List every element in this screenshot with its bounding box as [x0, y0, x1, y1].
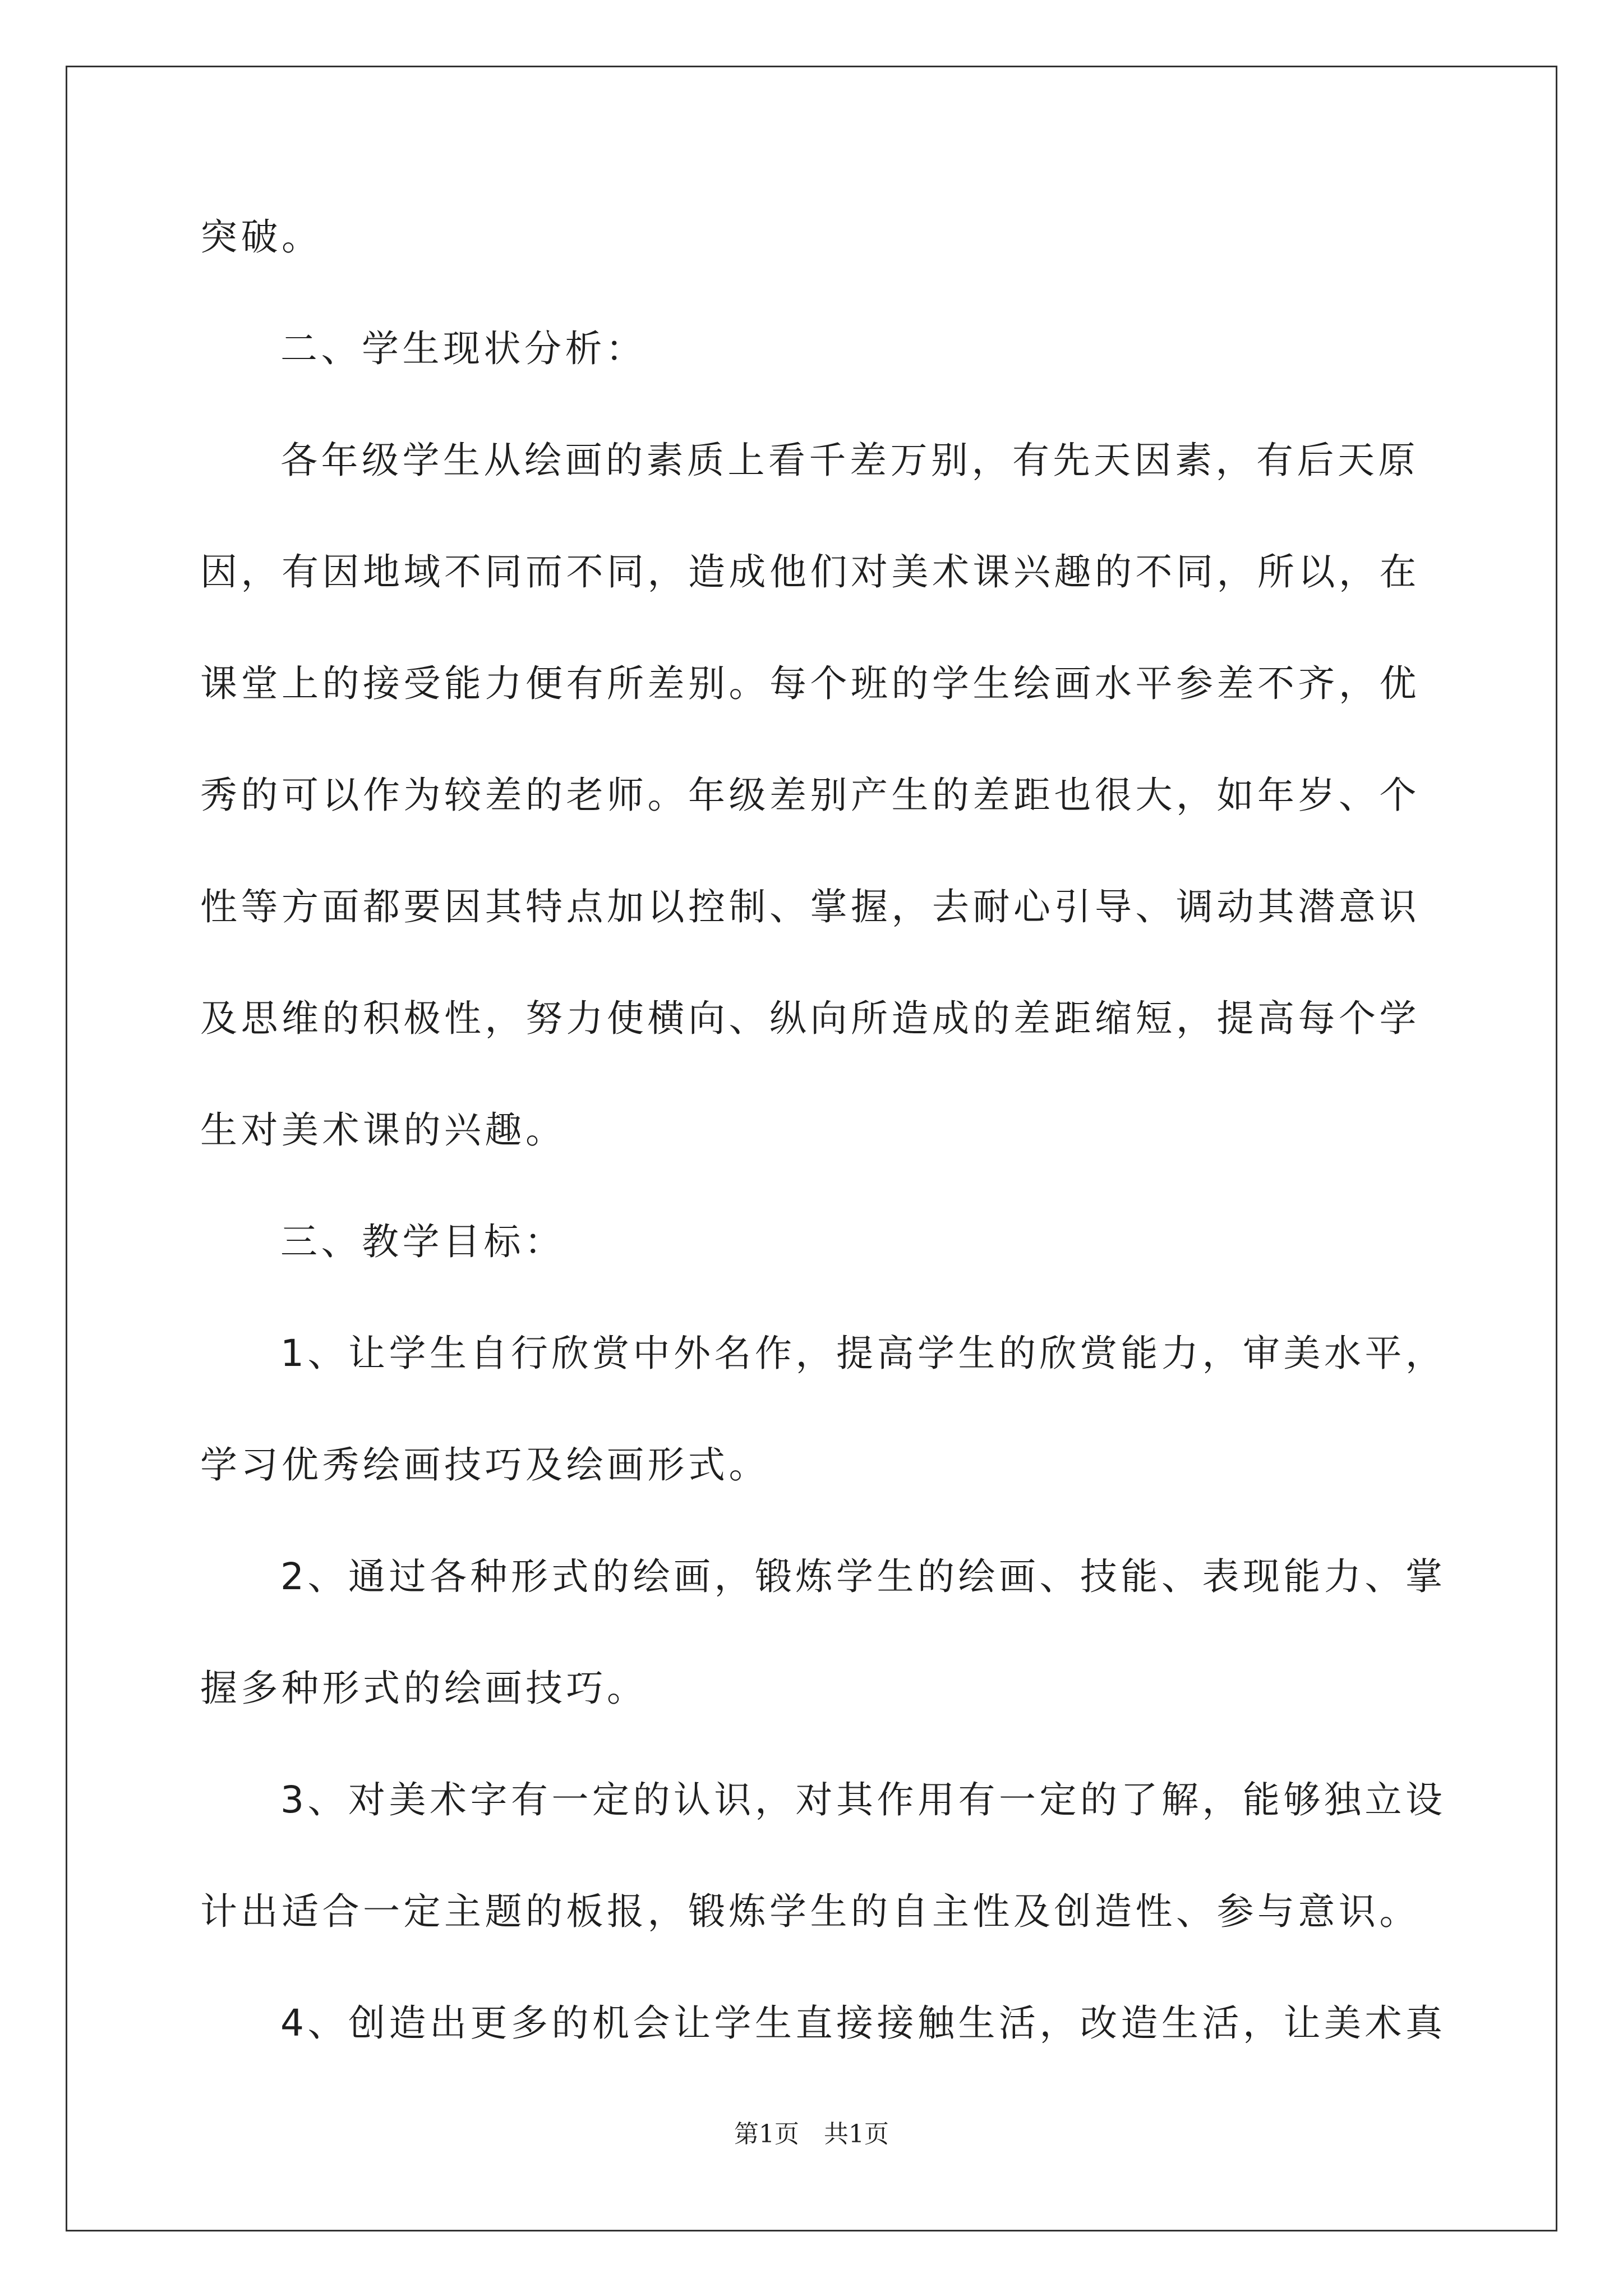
list-item: 2、通过各种形式的绘画，锻炼学生的绘画、技能、表现能力、掌 — [280, 1555, 1446, 1598]
page-footer: 第1页 共1页 — [734, 2120, 889, 2148]
section-heading: 三、教学目标： — [280, 1220, 565, 1263]
text-line: 握多种形式的绘画技巧。 — [200, 1667, 648, 1710]
list-item: 1、让学生自行欣赏中外名作，提高学生的欣赏能力，审美水平， — [280, 1332, 1446, 1375]
text-line: 性等方面都要因其特点加以控制、掌握，去耐心引导、调动其潜意识 — [200, 885, 1420, 928]
text-line: 课堂上的接受能力便有所差别。每个班的学生绘画水平参差不齐，优 — [200, 662, 1420, 705]
list-item: 4、创造出更多的机会让学生直接接触生活，改造生活，让美术真 — [280, 2001, 1446, 2045]
text-line: 计出适合一定主题的板报，锻炼学生的自主性及创造性、参与意识。 — [200, 1890, 1420, 1933]
text-line: 各年级学生从绘画的素质上看千差万别，有先天因素，有后天原 — [280, 439, 1419, 482]
text-line: 突破。 — [200, 215, 322, 259]
text-line: 因，有因地域不同而不同，造成他们对美术课兴趣的不同，所以，在 — [200, 550, 1420, 593]
text-line: 及思维的积极性，努力使横向、纵向所造成的差距缩短，提高每个学 — [200, 997, 1420, 1040]
text-line: 生对美术课的兴趣。 — [200, 1108, 566, 1152]
list-item: 3、对美术字有一定的认识，对其作用有一定的了解，能够独立设 — [280, 1778, 1446, 1821]
text-line: 学习优秀绘画技巧及绘画形式。 — [200, 1443, 769, 1487]
text-line: 秀的可以作为较差的老师。年级差别产生的差距也很大，如年岁、个 — [200, 774, 1420, 817]
section-heading: 二、学生现状分析： — [280, 327, 647, 370]
